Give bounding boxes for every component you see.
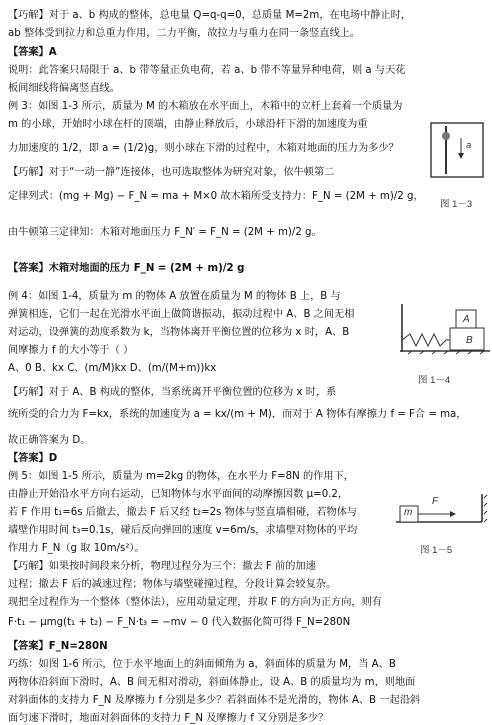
text-line: F·t₁ − μmg(t₁ + t₂) − F_N·t₃ = −mv − 0 代入数据化简可得 F_N=280N — [8, 617, 351, 628]
figure-1-3 — [428, 120, 486, 180]
figure-1-4-label-B: B — [466, 335, 473, 346]
text-line: 【答案】D — [8, 453, 58, 464]
text-line: 若 F 作用 t₁=6s 后撤去，撤去 F 后又经 t₂=2s 物体与竖直墙相碰，若物体与 — [8, 507, 358, 518]
text-line: 例 5：如图 1-5 所示，质量为 m=2kg 的物体，在水平力 F=8N 的作用下， — [8, 471, 354, 482]
text-line: 【答案】木箱对地面的压力 F_N = (2M + m)/2 g — [8, 263, 245, 274]
text-line: 过程；撤去 F 后的减速过程；物体与墙壁碰撞过程，分段计算会较复杂。 — [8, 579, 337, 590]
figure-1-4 — [398, 296, 490, 356]
figure-1-4-caption: 图 1－4 — [418, 375, 451, 386]
text-line: 对斜面体的支持力 F_N 及摩擦力 f 分别是多少？若斜面体不是光滑的，物体 A、B 一起沿斜 — [8, 695, 421, 706]
figure-1-3-caption: 图 1－3 — [440, 199, 473, 210]
text-line: 例 3：如图 1-3 所示，质量为 M 的木箱放在水平面上，木箱中的立杆上套着一个质量为 — [8, 101, 403, 112]
text-line: 现把全过程作为一个整体（整体法），应用动量定理，并取 F 的方向为正方向，则有 — [8, 597, 382, 608]
figure-1-5-label-F: F — [432, 496, 439, 507]
text-line: 由静止开始沿水平方向右运动，已知物体与水平面间的动摩擦因数 μ=0.2， — [8, 489, 349, 500]
text-line: 说明：此答案只局限于 a、b 带等量正负电荷，若 a、b 带不等量异种电荷，则 a 与天花 — [8, 65, 406, 76]
text-line: 【巧解】对于 a、b 构成的整体，总电量 Q=q-q=0，总质量 M=2m，在电场中静止时， — [8, 10, 412, 21]
text-line: 【巧解】如果按时间段来分析，物理过程分为三个：撤去 F 前的加速 — [8, 561, 316, 572]
text-line: m 的小球，开始时小球在杆的顶端，由静止释放后，小球沿杆下滑的加速度为重 — [8, 119, 368, 130]
text-line: 两物体沿斜面下滑时，A、B 间无相对滑动，斜面体静止，设 A、B 的质量均为 m，则地面 — [8, 677, 416, 688]
text-line: 【答案】A — [8, 47, 57, 58]
text-line: 面匀速下滑时，地面对斜面体的支持力 F_N 及摩擦力 f 又分别是多少？ — [8, 713, 329, 724]
text-line: 巧练：如图 1-6 所示，位于水平地面上的斜面倾角为 a，斜面体的质量为 M，当 A、B — [8, 659, 396, 670]
text-line: 由牛顿第三定律知：木箱对地面压力 F_N′ = F_N = (2M + m)/2 g。 — [8, 227, 322, 238]
text-line: ab 整体受到拉力和总重力作用，二力平衡，故拉力与重力在同一条竖直线上。 — [8, 28, 361, 39]
text-line: 【巧解】对于 A、B 构成的整体，当系统离开平衡位置的位移为 x 时，系 — [8, 387, 337, 398]
text-line: 故正确答案为 D。 — [8, 435, 91, 446]
figure-1-5-caption: 图 1－5 — [420, 545, 453, 556]
text-line: A、0 B、kx C、(m/M)kx D、(m/(M+m))kx — [8, 363, 217, 374]
figure-1-3-label-a: a — [466, 140, 472, 151]
text-line: 统所受的合力为 F=kx，系统的加速度为 a = kx/(m + M)，而对于 A 物体有摩擦力 f = F合 = ma， — [8, 409, 467, 420]
text-line: 力加速度的 1/2，即 a = (1/2)g，则小球在下滑的过程中，木箱对地面的压力为多少？ — [8, 143, 399, 154]
figure-1-5-label-m: m — [404, 507, 413, 518]
text-line: 对运动，设弹簧的劲度系数为 k，当物体离开平衡位置的位移为 x 时，A、B — [8, 327, 350, 338]
text-line: 弹簧相连，它们一起在光滑水平面上做简谐振动，振动过程中 A、B 之间无相 — [8, 309, 355, 320]
text-line: 例 4：如图 1-4，质量为 m 的物体 A 放置在质量为 M 的物体 B 上，B 与 — [8, 291, 341, 302]
text-line: 【答案】F_N=280N — [8, 641, 108, 652]
figure-1-4-label-A: A — [463, 314, 470, 325]
text-line: 定律列式：(mg + Mg) − F_N = ma + M×0 故木箱所受支持力：F_N = (2M + m)/2 g， — [8, 191, 424, 202]
text-line: 间摩擦力 f 的大小等于（ ） — [8, 345, 134, 356]
text-line: 板间细线将偏离竖直线。 — [8, 83, 121, 94]
text-line: 作用力 F_N（g 取 10m/s²）。 — [8, 543, 145, 554]
text-line: 【巧解】对于“一动一静”连接体，也可选取整体为研究对象，依牛顿第二 — [8, 167, 335, 178]
text-line: 墙壁作用时间 t₃=0.1s，碰后反向弹回的速度 v=6m/s，求墙壁对物体的平均 — [8, 525, 358, 536]
